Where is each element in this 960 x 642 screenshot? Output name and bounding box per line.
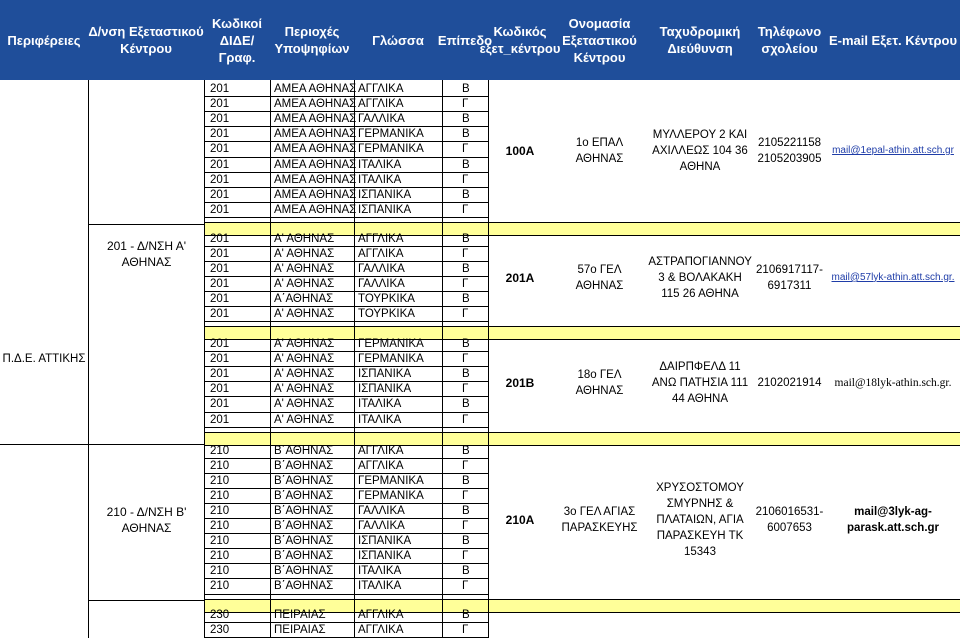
row-language: ΙΤΑΛΙΚΑ — [358, 173, 402, 186]
row-level: Β — [462, 83, 470, 95]
column-divider — [270, 80, 271, 638]
header-email: E-mail Εξετ. Κέντρου — [828, 32, 958, 48]
row-divider — [204, 503, 488, 504]
row-language: ΤΟΥΡΚΙΚΑ — [358, 308, 415, 320]
row-language: ΓΑΛΛΙΚΑ — [358, 113, 405, 126]
row-language: ΓΕΡΜΑΝΙΚΑ — [358, 338, 424, 350]
row-code: 201 — [210, 353, 230, 366]
row-code: 201 — [210, 98, 230, 111]
row-divider — [204, 351, 488, 352]
center-code: 201Α — [505, 270, 535, 285]
row-level: Γ — [462, 624, 469, 637]
row-level: Γ — [462, 459, 469, 472]
row-level: Β — [462, 232, 470, 245]
center-address: ΑΣΤΡΑΠΟΓΙΑΝΝΟΥ 3 & ΒΟΛΑΚΑΚΗ 115 26 ΑΘΗΝΑ — [648, 255, 752, 300]
row-code: 201 — [210, 113, 230, 126]
row-level: Β — [462, 609, 470, 621]
row-language: ΓΕΡΜΑΝΙΚΑ — [358, 353, 424, 366]
row-language: ΓΕΡΜΑΝΙΚΑ — [358, 474, 424, 487]
row-area: ΠΕΙΡΑΙΑΣ — [274, 609, 326, 621]
row-divider — [204, 321, 488, 322]
row-divider — [204, 458, 488, 459]
center-email[interactable]: mail@1epal-athin.att.sch.gr — [832, 144, 954, 156]
center-phone — [755, 606, 824, 642]
row-language: ΙΣΠΑΝΙΚΑ — [358, 535, 412, 548]
row-area: ΑΜΕΑ ΑΘΗΝΑΣ — [274, 83, 357, 95]
row-level: Γ — [462, 247, 469, 260]
header-regions: Περιφέρειες — [7, 32, 81, 48]
header-directorate: Δ/νση Εξεταστικού Κέντρου — [88, 24, 204, 56]
row-language: ΑΓΓΛΙΚΑ — [358, 83, 404, 95]
row-area: Α' ΑΘΗΝΑΣ — [274, 308, 335, 320]
center-phone: 2106016531-6007653 — [755, 506, 824, 534]
row-language: ΑΓΓΛΙΚΑ — [358, 459, 404, 472]
row-code: 210 — [210, 459, 230, 472]
row-level: Γ — [462, 489, 469, 502]
row-area: ΠΕΙΡΑΙΑΣ — [274, 624, 326, 637]
directorate-divider — [88, 600, 204, 601]
row-level: Β — [462, 535, 470, 548]
row-language: ΤΟΥΡΚΙΚΑ — [358, 292, 415, 305]
center-name: 3ο ΓΕΛ ΑΓΙΑΣ ΠΑΡΑΣΚΕΥΗΣ — [561, 506, 638, 534]
row-area: Β΄ΑΘΗΝΑΣ — [274, 535, 334, 548]
center-name — [554, 606, 645, 642]
row-level: Β — [462, 398, 470, 411]
row-divider — [204, 427, 488, 428]
row-divider — [204, 548, 488, 549]
center-phone: 2105221158 2105203905 — [757, 136, 822, 165]
row-code: 201 — [210, 128, 230, 141]
row-area: Α' ΑΘΗΝΑΣ — [274, 383, 335, 396]
center-email[interactable]: mail@3lyk-ag-parask.att.sch.gr — [846, 506, 940, 534]
row-language: ΓΕΡΜΑΝΙΚΑ — [358, 128, 424, 141]
row-level: Β — [462, 128, 470, 141]
row-divider — [204, 366, 488, 367]
row-area: Α' ΑΘΗΝΑΣ — [274, 277, 335, 290]
row-code: 201 — [210, 277, 230, 290]
row-language: ΙΣΠΑΝΙΚΑ — [358, 550, 412, 563]
center-code: 100Α — [505, 143, 535, 158]
row-language: ΓΑΛΛΙΚΑ — [358, 504, 405, 517]
row-level: Γ — [462, 143, 469, 156]
row-language: ΙΣΠΑΝΙΚΑ — [358, 203, 412, 216]
row-level: Γ — [462, 277, 469, 290]
row-area: Β΄ΑΘΗΝΑΣ — [274, 474, 334, 487]
center-email[interactable] — [828, 606, 958, 642]
row-area: Β΄ΑΘΗΝΑΣ — [274, 565, 334, 578]
row-code: 201 — [210, 413, 230, 426]
row-level: Γ — [462, 173, 469, 186]
row-level: Β — [462, 113, 470, 126]
row-language: ΑΓΓΛΙΚΑ — [358, 247, 404, 260]
row-code: 210 — [210, 550, 230, 563]
column-divider — [204, 80, 205, 638]
row-level: Β — [462, 338, 470, 350]
row-code: 201 — [210, 338, 230, 350]
row-divider — [204, 533, 488, 534]
row-area: Β΄ΑΘΗΝΑΣ — [274, 459, 334, 472]
row-language: ΓΕΡΜΑΝΙΚΑ — [358, 489, 424, 502]
row-language: ΙΣΠΑΝΙΚΑ — [358, 188, 412, 201]
row-divider — [204, 578, 488, 579]
center-code: 210Α — [505, 513, 535, 527]
row-area: Β΄ΑΘΗΝΑΣ — [274, 580, 334, 593]
header-center-code: Κωδικός εξετ_κέντρου — [479, 24, 561, 56]
row-divider — [204, 563, 488, 564]
row-area: Β΄ΑΘΗΝΑΣ — [274, 489, 334, 502]
row-level: Γ — [462, 580, 469, 593]
row-language: ΓΕΡΜΑΝΙΚΑ — [358, 143, 424, 156]
row-code: 201 — [210, 232, 230, 245]
header-address: Ταχυδρομική Διεύθυνση — [659, 24, 741, 56]
row-divider — [204, 396, 488, 397]
row-code: 201 — [210, 203, 230, 216]
row-area: ΑΜΕΑ ΑΘΗΝΑΣ — [274, 158, 357, 171]
row-area: Β΄ΑΘΗΝΑΣ — [274, 550, 334, 563]
row-language: ΙΤΑΛΙΚΑ — [358, 565, 402, 578]
row-code: 201 — [210, 83, 230, 95]
row-language: ΓΑΛΛΙΚΑ — [358, 277, 405, 290]
separator-line — [204, 326, 960, 327]
row-divider — [204, 306, 488, 307]
row-language: ΙΣΠΑΝΙΚΑ — [358, 368, 412, 381]
row-language: ΙΣΠΑΝΙΚΑ — [358, 383, 412, 396]
center-name: 18ο ΓΕΛ ΑΘΗΝΑΣ — [575, 369, 624, 398]
header-center-name: Ονομασία Εξεταστικού Κέντρου — [562, 15, 637, 65]
row-divider — [204, 622, 488, 623]
center-address — [649, 606, 751, 642]
row-divider — [204, 518, 488, 519]
row-area: Β΄ΑΘΗΝΑΣ — [274, 504, 334, 517]
row-code: 201 — [210, 308, 230, 320]
row-area: ΑΜΕΑ ΑΘΗΝΑΣ — [274, 173, 357, 186]
row-divider — [204, 473, 488, 474]
row-level: Β — [462, 565, 470, 578]
row-code: 201 — [210, 158, 230, 171]
row-area: Α' ΑΘΗΝΑΣ — [274, 368, 335, 381]
row-area: Α' ΑΘΗΝΑΣ — [274, 398, 335, 411]
row-divider — [204, 488, 488, 489]
row-code: 201 — [210, 173, 230, 186]
column-divider — [488, 80, 489, 638]
row-divider — [204, 291, 488, 292]
center-address: ΔΑΙΡΠΦΕΛΔ 11 ΑΝΩ ΠΑΤΗΣΙΑ 111 44 ΑΘΗΝΑ — [651, 361, 749, 406]
header-areas: Περιοχές Υποψηφίων — [274, 24, 350, 56]
row-divider — [204, 246, 488, 247]
row-level: Β — [462, 188, 470, 201]
row-code: 210 — [210, 580, 230, 593]
row-code: 210 — [210, 444, 230, 457]
center-address: ΜΥΛΛΕΡΟΥ 2 ΚΑΙ ΑΧΙΛΛΕΩΣ 104 36 ΑΘΗΝΑ — [652, 128, 748, 173]
row-language: ΑΓΓΛΙΚΑ — [358, 98, 404, 111]
row-code: 201 — [210, 247, 230, 260]
table-header — [0, 0, 960, 80]
header-level: Επίπεδο — [437, 32, 493, 48]
row-level: Γ — [462, 383, 469, 396]
header-language: Γλώσσα — [372, 32, 424, 48]
center-code — [490, 606, 550, 642]
row-area: Α' ΑΘΗΝΑΣ — [274, 247, 335, 260]
separator-line — [204, 599, 960, 600]
row-level: Β — [462, 158, 470, 171]
center-code: 201Β — [505, 376, 535, 391]
row-divider — [204, 261, 488, 262]
row-area: Α' ΑΘΗΝΑΣ — [274, 353, 335, 366]
center-name: 1ο ΕΠΑΛ ΑΘΗΝΑΣ — [575, 136, 624, 165]
center-email[interactable]: mail@57lyk-athin.att.sch.gr. — [831, 271, 955, 283]
row-code: 201 — [210, 262, 230, 275]
directorate-b-cell: 210 - Δ/ΝΣΗ Β' ΑΘΗΝΑΣ — [106, 505, 187, 535]
row-area: ΑΜΕΑ ΑΘΗΝΑΣ — [274, 143, 357, 156]
row-level: Γ — [462, 550, 469, 563]
row-area: ΑΜΕΑ ΑΘΗΝΑΣ — [274, 203, 357, 216]
row-area: Β΄ΑΘΗΝΑΣ — [274, 444, 334, 457]
row-code: 201 — [210, 383, 230, 396]
row-area: Α' ΑΘΗΝΑΣ — [274, 262, 335, 275]
row-language: ΑΓΓΛΙΚΑ — [358, 232, 404, 245]
row-level: Β — [462, 262, 470, 275]
row-language: ΓΑΛΛΙΚΑ — [358, 520, 405, 532]
separator-line — [204, 432, 960, 433]
row-level: Γ — [462, 203, 469, 216]
separator-line — [204, 222, 960, 223]
center-email[interactable]: mail@18lyk-athin.sch.gr. — [834, 377, 952, 390]
row-divider — [204, 594, 488, 595]
row-level: Β — [462, 292, 470, 305]
header-codes: Κωδικοί ΔΙΔΕ/Γραφ. — [212, 15, 262, 65]
row-code: 201 — [210, 398, 230, 411]
directorate-a-cell: 201 - Δ/ΝΣΗ Α' ΑΘΗΝΑΣ — [106, 239, 187, 269]
center-phone: 2102021914 — [757, 377, 822, 390]
row-code: 230 — [210, 624, 230, 637]
row-divider — [204, 381, 488, 382]
row-level: Γ — [462, 520, 469, 532]
row-code: 210 — [210, 535, 230, 548]
region-cell: Π.Δ.Ε. ΑΤΤΙΚΗΣ — [2, 353, 86, 365]
row-language: ΓΑΛΛΙΚΑ — [358, 262, 405, 275]
row-level: Β — [462, 504, 470, 517]
row-code: 210 — [210, 520, 230, 532]
row-area: Α' ΑΘΗΝΑΣ — [274, 232, 335, 245]
row-language: ΙΤΑΛΙΚΑ — [358, 413, 402, 426]
row-area: Β΄ΑΘΗΝΑΣ — [274, 520, 334, 532]
row-code: 201 — [210, 188, 230, 201]
row-code: 201 — [210, 292, 230, 305]
row-area: ΑΜΕΑ ΑΘΗΝΑΣ — [274, 113, 357, 126]
row-area: Α' ΑΘΗΝΑΣ — [274, 338, 335, 350]
row-code: 210 — [210, 474, 230, 487]
row-language: ΑΓΓΛΙΚΑ — [358, 609, 404, 621]
row-area: ΑΜΕΑ ΑΘΗΝΑΣ — [274, 188, 357, 201]
row-code: 210 — [210, 489, 230, 502]
row-area: ΑΜΕΑ ΑΘΗΝΑΣ — [274, 128, 357, 141]
row-code: 201 — [210, 368, 230, 381]
row-level: Γ — [462, 353, 469, 366]
row-level: Β — [462, 444, 470, 457]
row-language: ΑΓΓΛΙΚΑ — [358, 624, 404, 637]
row-level: Β — [462, 474, 470, 487]
row-code: 201 — [210, 143, 230, 156]
row-code: 210 — [210, 504, 230, 517]
row-language: ΙΤΑΛΙΚΑ — [358, 158, 402, 171]
column-divider — [442, 80, 443, 638]
center-address: ΧΡΥΣΟΣΤΟΜΟΥ ΣΜΥΡΝΗΣ & ΠΛΑΤΑΙΩΝ, ΑΓΙΑ ΠΑΡΑΣΚΕΥΗ ΤΚ 15343 — [656, 482, 744, 558]
row-language: ΙΤΑΛΙΚΑ — [358, 398, 402, 411]
row-level: Γ — [462, 413, 469, 426]
row-level: Β — [462, 368, 470, 381]
row-level: Γ — [462, 308, 469, 320]
row-divider — [204, 276, 488, 277]
row-area: Α΄ΑΘΗΝΑΣ — [274, 292, 334, 305]
row-language: ΑΓΓΛΙΚΑ — [358, 444, 404, 457]
row-area: ΑΜΕΑ ΑΘΗΝΑΣ — [274, 98, 357, 111]
row-area: Α' ΑΘΗΝΑΣ — [274, 413, 335, 426]
row-code: 210 — [210, 565, 230, 578]
row-language: ΙΤΑΛΙΚΑ — [358, 580, 402, 593]
center-name: 57ο ΓΕΛ ΑΘΗΝΑΣ — [575, 263, 624, 292]
row-code: 230 — [210, 609, 230, 621]
row-level: Γ — [462, 98, 469, 111]
center-phone: 2106917117-6917311 — [756, 263, 823, 292]
row-divider — [204, 412, 488, 413]
header-phone: Τηλέφωνο σχολείου — [757, 24, 822, 56]
